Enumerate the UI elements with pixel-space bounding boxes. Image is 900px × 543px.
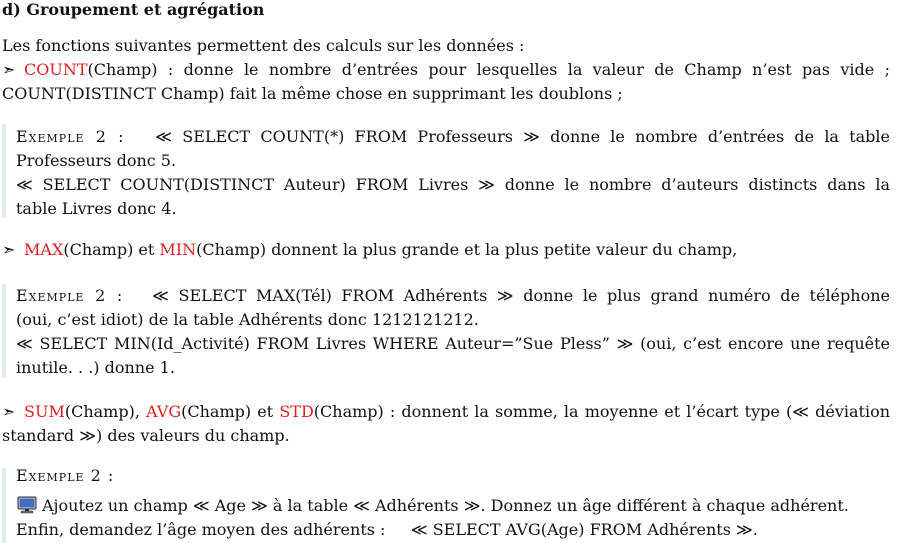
sum-sep: (Champ), [64, 402, 147, 421]
min-function: MIN [159, 240, 197, 259]
avg-function: AVG [146, 402, 182, 421]
example-3-line-2: Enfin, demandez l’âge moyen des adhérents : ≪ SELECT AVG(Age) FROM Adhérents ≫. [16, 520, 758, 539]
bullet-arrow-icon: ➣ [2, 240, 16, 259]
example-1-line-1 [16, 125, 890, 149]
example-2-line-4: inutile. . .) donne 1. [16, 358, 175, 377]
count-description-text: (Champ) : donne le nombre d’entrées pour lesquelles la valeur de Champ n’est pas vide ; [87, 60, 890, 79]
sum-avg-std-description [2, 400, 890, 424]
example-text: ≪ SELECT MAX(Tél) FROM Adhérents ≫ donne le plus grand numéro de téléphone [152, 286, 890, 305]
example-2-line-1 [16, 284, 890, 308]
count-distinct-text: COUNT(DISTINCT Champ) fait la même chose en supprimant les doublons ; [2, 84, 623, 103]
example-text: ≪ SELECT COUNT(*) FROM Professeurs ≫ donne le nombre d’entrées de la table [155, 127, 890, 146]
computer-icon [16, 496, 38, 514]
max-function: MAX [24, 240, 64, 259]
example-bar [2, 284, 6, 378]
intro-text: Les fonctions suivantes permettent des calculs sur les données : [2, 36, 525, 55]
bullet-arrow-icon: ➣ [2, 60, 16, 79]
example-2-line-2: (oui, c’est idiot) de la table Adhérents donc 1212121212. [16, 310, 479, 329]
max-min-description [2, 238, 737, 262]
avg-sep: (Champ) et [181, 402, 280, 421]
std-function: STD [279, 402, 314, 421]
example-text: Ajoutez un champ ≪ Age ≫ à la table ≪ Adhérents ≫. Donnez un âge différent à chaque adhérent. [42, 496, 849, 515]
example-bar [2, 124, 6, 218]
max-min-rest: (Champ) donnent la plus grande et la plus petite valeur du champ, [196, 240, 738, 259]
example-3-label [16, 464, 114, 488]
example-label: Exemple 2 : [16, 466, 115, 485]
example-bar [2, 468, 6, 543]
count-description [2, 58, 890, 82]
sum-avg-std-line-2: standard ≫) des valeurs du champ. [2, 426, 290, 445]
example-1-line-4: table Livres donc 4. [16, 199, 177, 218]
sum-function: SUM [24, 402, 65, 421]
max-min-text: (Champ) et [63, 240, 160, 259]
bullet-arrow-icon: ➣ [2, 402, 16, 421]
example-2-line-3: ≪ SELECT MIN(Id_Activité) FROM Livres WHERE Auteur=”Sue Pless” ≫ (oui, c’est encore une requête [16, 334, 890, 353]
section-heading: d) Groupement et agrégation [2, 0, 265, 19]
example-1-line-3: ≪ SELECT COUNT(DISTINCT Auteur) FROM Livres ≫ donne le nombre d’auteurs distincts dans la [16, 175, 890, 194]
example-3-line-1 [16, 494, 849, 518]
example-label: Exemple 2 : [16, 286, 124, 305]
count-function: COUNT [24, 60, 88, 79]
example-label: Exemple 2 : [16, 127, 125, 146]
example-1-line-2: Professeurs donc 5. [16, 151, 177, 170]
sum-avg-std-text: (Champ) : donnent la somme, la moyenne et l’écart type (≪ déviation [313, 402, 891, 421]
